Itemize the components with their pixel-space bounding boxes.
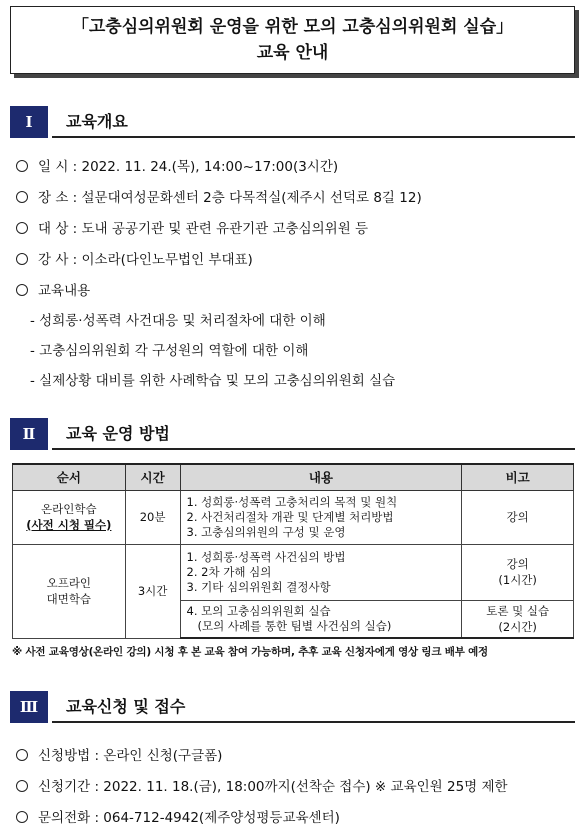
row2-time: 3시간	[125, 544, 180, 638]
row1-content: 1. 성희롱·성폭력 고충처리의 목적 및 원칙 2. 사건처리절차 개관 및 단계별 처리방법 3. 고충심의위원의 구성 및 운영	[180, 490, 462, 544]
row2-order: 오프라인 대면학습	[13, 544, 126, 638]
circle-bullet-icon	[16, 222, 28, 234]
table-footnote: ※ 사전 교육영상(온라인 강의) 시청 후 본 교육 참여 가능하며, 추후 교육 신청자에게 영상 링크 배부 예정	[12, 646, 489, 658]
section-2-header	[10, 418, 575, 450]
table-header-row	[13, 464, 574, 490]
apply-item-method: 신청방법 : 온라인 신청(구글폼)	[16, 744, 222, 764]
apply-item-contact: 문의전화 : 064-712-4942(제주양성평등교육센터)	[16, 806, 340, 826]
circle-bullet-icon	[16, 191, 28, 203]
section-3-title: 교육신청 및 접수	[52, 691, 575, 723]
overview-item-lecturer: 강 사 : 이소라(다인노무법인 부대표)	[16, 248, 253, 268]
title-line2: 교육 안내	[256, 43, 329, 63]
row1-order: 온라인학습 (사전 시청 필수)	[13, 490, 126, 544]
overview-item-contents: 교육내용	[16, 279, 90, 299]
section-2-number: Ⅱ	[10, 418, 48, 450]
circle-bullet-icon	[16, 780, 28, 792]
header-order: 순서	[13, 464, 126, 490]
row1-note: 강의	[462, 490, 574, 544]
section-1-number: Ⅰ	[10, 106, 48, 138]
contents-sub-item: - 실제상황 대비를 위한 사례학습 및 모의 고충심의위원회 실습	[30, 373, 396, 389]
circle-bullet-icon	[16, 160, 28, 172]
circle-bullet-icon	[16, 253, 28, 265]
header-note: 비고	[462, 464, 574, 490]
circle-bullet-icon	[16, 811, 28, 823]
table-row	[13, 490, 574, 544]
circle-bullet-icon	[16, 749, 28, 761]
overview-item-place: 장 소 : 설문대여성문화센터 2층 다목적실(제주시 선덕로 8길 12)	[16, 186, 422, 206]
circle-bullet-icon	[16, 284, 28, 296]
title-line1: 「고충심의위원회 운영을 위한 모의 고충심의위원회 실습」	[71, 17, 514, 37]
overview-item-target: 대 상 : 도내 공공기관 및 관련 유관기관 고충심의위원 등	[16, 217, 368, 237]
overview-item-date: 일 시 : 2022. 11. 24.(목), 14:00~17:00(3시간)	[16, 155, 338, 175]
row2-note-b: 토론 및 실습 (2시간)	[462, 600, 574, 638]
section-2-title: 교육 운영 방법	[52, 418, 575, 450]
header-time: 시간	[125, 464, 180, 490]
operation-table	[12, 463, 574, 639]
section-3-number: Ⅲ	[10, 691, 48, 723]
contents-sub-item: - 고충심의위원회 각 구성원의 역할에 대한 이해	[30, 343, 309, 359]
apply-item-period: 신청기간 : 2022. 11. 18.(금), 18:00까지(선착순 접수) ※ 교육인원 25명 제한	[16, 775, 508, 795]
header-content: 내용	[180, 464, 462, 490]
table-row	[13, 544, 574, 600]
section-1-header	[10, 106, 575, 138]
row1-time: 20분	[125, 490, 180, 544]
title-box	[10, 6, 575, 74]
row2-note-a: 강의 (1시간)	[462, 544, 574, 600]
section-1-title: 교육개요	[52, 106, 575, 138]
row2-content-b: 4. 모의 고충심의위원회 실습 (모의 사례를 통한 팀별 사건심의 실습)	[180, 600, 462, 638]
row2-content-a: 1. 성희롱·성폭력 사건심의 방법 2. 2차 가해 심의 3. 기타 심의위원회 결정사항	[180, 544, 462, 600]
section-3-header	[10, 691, 575, 723]
contents-sub-item: - 성희롱·성폭력 사건대응 및 처리절차에 대한 이해	[30, 313, 326, 329]
